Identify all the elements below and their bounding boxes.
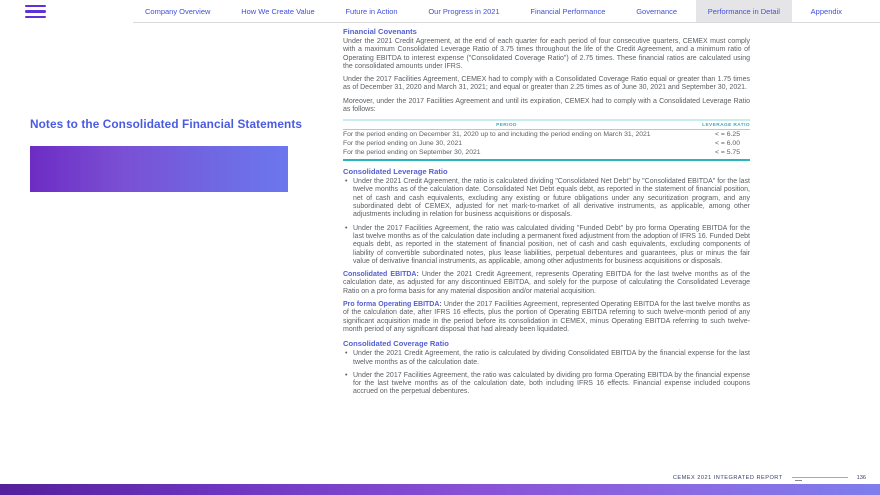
leverage-ratio-table bbox=[343, 119, 750, 161]
page-title: Notes to the Consolidated Financial Statements bbox=[30, 117, 303, 131]
table-cell-ratio: < = 5.75 bbox=[715, 148, 740, 156]
footer bbox=[673, 473, 866, 483]
page-progress-bar bbox=[792, 475, 848, 481]
list-item bbox=[343, 178, 750, 219]
main-nav bbox=[133, 0, 880, 23]
table-cell-ratio: < = 6.25 bbox=[715, 131, 740, 139]
table-cell-period: For the period ending on June 30, 2021 bbox=[343, 139, 463, 147]
section-heading-consolidated-coverage-ratio: Consolidated Coverage Ratio bbox=[343, 339, 449, 349]
progress-thumb-icon bbox=[795, 480, 802, 481]
list-item bbox=[343, 372, 750, 397]
table-header-leverage-ratio: LEVERAGE RATIO bbox=[702, 122, 750, 128]
bullet-text: Under the 2017 Facilities Agreement, the ratio was calculated dividing "Funded Debt" by pro forma Operating EBITDA for the last twelve months as of the calculation date including a permanent fixed adjustment from the adoption of IFRS 16. Funded Debt equals debt, as reported in the statement of financial position, net of cash and cash equivalents, excluding components of liability of convertible subordinated notes, plus lease liabilities, perpetual debentures and guarantees, plus or minus the fair value of derivative financial instruments, as applicable, among other adjustments for business acquisitions or disposals. bbox=[353, 224, 750, 265]
content-area bbox=[343, 27, 750, 402]
bottom-gradient-bar bbox=[0, 484, 880, 495]
hamburger-menu-icon[interactable] bbox=[25, 5, 46, 18]
nav-item-future-in-action[interactable]: Future in Action bbox=[345, 6, 398, 16]
title-accent-bar bbox=[30, 146, 288, 192]
nav-item-performance-in-detail[interactable]: Performance in Detail bbox=[696, 0, 792, 22]
table-row bbox=[343, 149, 750, 158]
inline-term-text: Under the 2021 Credit Agreement, represents Operating EBITDA for the last twelve months as of the calculation date, as adjusted for any discontinued EBITDA, and solely for the purpose of calculating the Consolidated Leverage Ratio on a pro forma basis for any material disposition and/or material acquisition. bbox=[343, 271, 750, 295]
bullet-marker: • bbox=[345, 371, 348, 379]
table-header-row bbox=[343, 119, 750, 130]
list-item bbox=[343, 225, 750, 266]
nav-item-our-progress-2021[interactable]: Our Progress in 2021 bbox=[428, 6, 500, 16]
bullet-marker: • bbox=[345, 350, 348, 358]
list-item bbox=[343, 350, 750, 367]
inline-term-label: Pro forma Operating EBITDA: bbox=[343, 301, 442, 309]
table-row bbox=[343, 131, 750, 140]
bullet-text: Under the 2021 Credit Agreement, the ratio is calculated by dividing Consolidated EBITDA by the financial expense for the last twelve months as of the calculation date. bbox=[353, 350, 750, 366]
report-title-label: CEMEX 2021 INTEGRATED REPORT bbox=[672, 475, 783, 481]
table-cell-period: For the period ending on December 31, 2020 up to and including the period ending on March 31, 2021 bbox=[343, 131, 651, 139]
nav-item-how-we-create-value[interactable]: How We Create Value bbox=[241, 6, 315, 16]
bullet-text: Under the 2021 Credit Agreement, the ratio is calculated dividing "Consolidated Net Debt" by "Consolidated EBITDA" for the last twelve months as of the calculation date. Consolidated Net Debt equals debt, as reported in the statement of financial position, net of cash and cash equivalents, excluding any existing or future obligations under any securitization program, and any subordinated debt of CEMEX, adjusted for net mark-to-market of all derivative instruments, as applicable, among other adjustments including in relation for business acquisitions or disposals. bbox=[353, 178, 750, 219]
table-body bbox=[343, 130, 750, 161]
bullet-text: Under the 2017 Facilities Agreement, the ratio was calculated by dividing pro forma Operating EBITDA by the financial expense for the last twelve months as of the calculation date, both including IFRS 16 effects. Financial expense included coupons accrued on the perpetual debentures. bbox=[353, 371, 750, 396]
page-number: 136 bbox=[856, 475, 866, 481]
table-row bbox=[343, 140, 750, 149]
section-heading-consolidated-leverage-ratio: Consolidated Leverage Ratio bbox=[343, 167, 448, 177]
inline-term-text: Under the 2017 Facilities Agreement, represented Operating EBITDA for the last twelve months as of the calculation date, after IFRS 16 effects, plus the portion of Operating EBITDA referring to such twelve-month period of any significant acquisition made in the period before its consolidation in CEMEX, minus Operating EBITDA referring to such twelve-month period of any significant disposal that had already been liquidated. bbox=[343, 301, 750, 333]
bullet-marker: • bbox=[345, 178, 348, 186]
nav-item-financial-performance[interactable]: Financial Performance bbox=[530, 6, 606, 16]
nav-item-governance[interactable]: Governance bbox=[636, 6, 678, 16]
bullet-list bbox=[343, 350, 750, 396]
bullet-marker: • bbox=[345, 224, 348, 232]
table-cell-ratio: < = 6.00 bbox=[715, 139, 740, 147]
paragraph: Under the 2021 Credit Agreement, at the end of each quarter for each period of four consecutive quarters, CEMEX must comply with a maximum Consolidated Leverage Ratio of 3.75 times throughout the life of the Credit Agreement, and a minimum ratio of Operating EBITDA to interest expense ("Consolidated Coverage Ratio") of 2.75 times. These financial ratios are calculated using the consolidated amounts under IFRS. bbox=[343, 38, 750, 70]
paragraph: Under the 2017 Facilities Agreement, CEMEX had to comply with a Consolidated Coverage Ratio equal or greater than 1.75 times as of December 31, 2020 and March 31, 2021; and equal or greater than 2.25 times as of June 30, 2021 and September 30, 2021. bbox=[343, 76, 750, 92]
paragraph-consolidated-ebitda bbox=[343, 271, 750, 296]
progress-track bbox=[792, 477, 848, 478]
section-heading-financial-covenants: Financial Covenants bbox=[343, 27, 417, 36]
bullet-list bbox=[343, 178, 750, 266]
paragraph-pro-forma-operating-ebitda bbox=[343, 301, 750, 334]
top-nav-bar bbox=[0, 0, 880, 23]
nav-item-company-overview[interactable]: Company Overview bbox=[145, 6, 211, 16]
paragraph: Moreover, under the 2017 Facilities Agreement and until its expiration, CEMEX had to comply with a Consolidated Leverage Ratio as follows: bbox=[343, 97, 750, 114]
inline-term-label: Consolidated EBITDA: bbox=[343, 271, 419, 279]
table-cell-period: For the period ending on September 30, 2021 bbox=[343, 148, 481, 156]
nav-item-appendix[interactable]: Appendix bbox=[810, 6, 842, 16]
table-header-period: PERIOD bbox=[496, 122, 517, 128]
